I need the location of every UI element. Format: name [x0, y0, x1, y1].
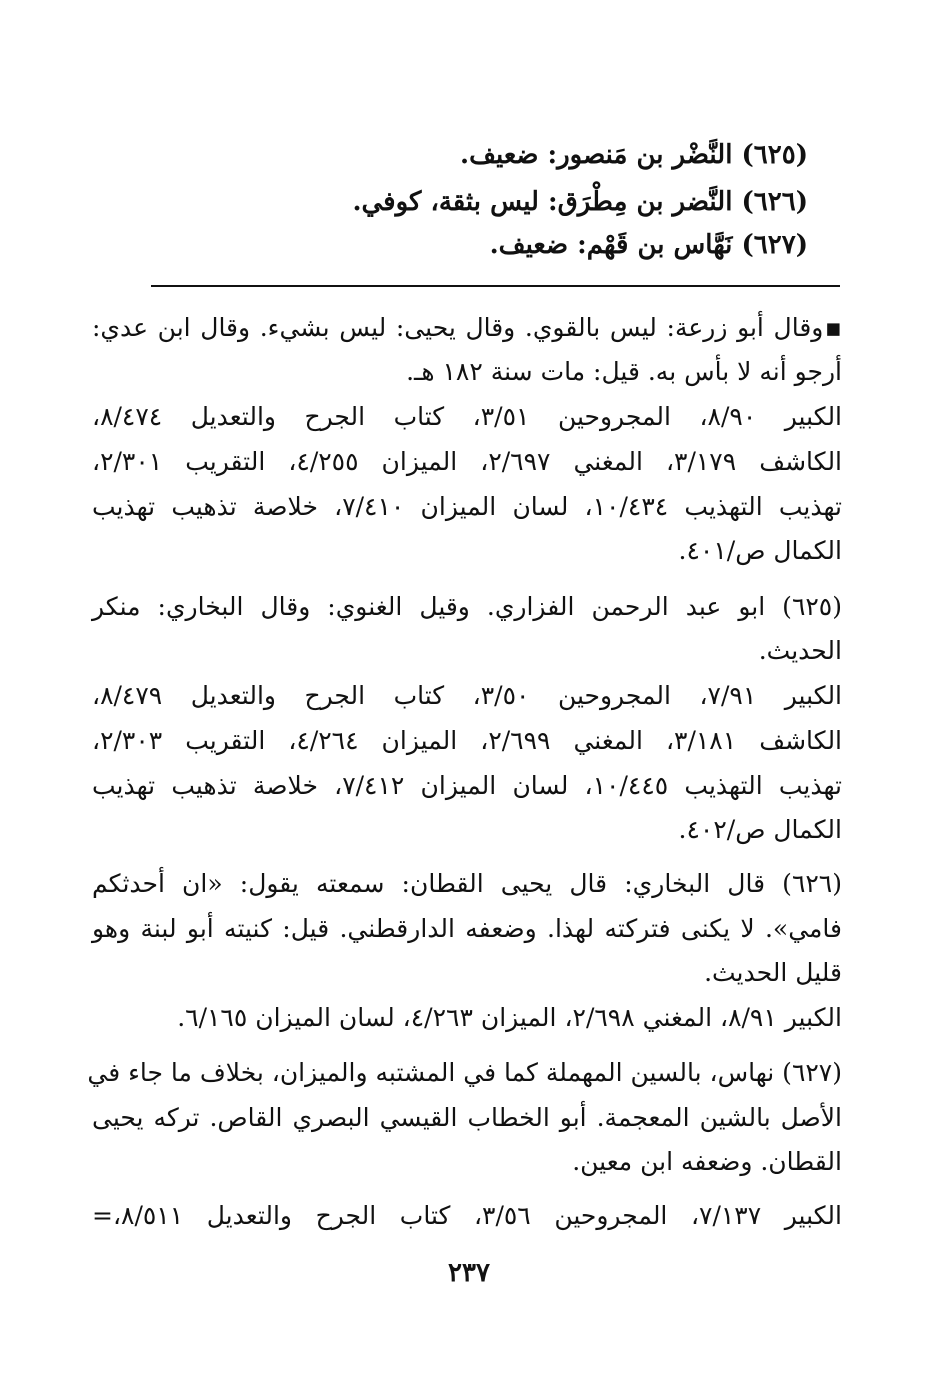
- references-625-line: تهذيب التهذيب ١٠/٤٤٥، لسان الميزان ٧/٤١٢، خلاصة تذهيب تهذيب: [92, 771, 842, 800]
- references-line: تهذيب التهذيب ١٠/٤٣٤، لسان الميزان ٧/٤١٠، خلاصة تذهيب تهذيب: [92, 492, 842, 521]
- footnote-626-line: فامي». لا يكنى فتركته لهذا. وضعفه الدارقطني. قيل: كنيته أبو لبنة وهو: [92, 914, 842, 943]
- footnote-625-line: (٦٢٥) ابو عبد الرحمن الفزاري. وقيل الغنوي: وقال البخاري: منكر: [92, 592, 842, 621]
- references-line: الكبير ٨/٩٠، المجروحين ٣/٥١، كتاب الجرح والتعديل ٨/٤٧٤،: [92, 402, 843, 431]
- footnote-627-line: الأصل بالشين المعجمة. أبو الخطاب القيسي البصري القاص. تركه يحيى: [92, 1103, 842, 1132]
- footnote-continued-line: ▪وقال أبو زرعة: ليس بالقوي. وقال يحيى: ليس بشيء. وقال ابن عدي:: [92, 313, 842, 342]
- references-626-line: الكبير ٨/٩١، المغني ٢/٦٩٨، الميزان ٤/٢٦٣، لسان الميزان ٦/١٦٥.: [177, 1003, 842, 1032]
- references-line: الكاشف ٣/١٧٩، المغني ٢/٦٩٧، الميزان ٤/٢٥٥، التقريب ٢/٣٠١،: [92, 447, 843, 476]
- entry-625: (٦٢٥) النَّضْر بن مَنصور: ضعيف.: [460, 140, 808, 170]
- entry-626: (٦٢٦) النَّضر بن مِطْرَق: ليس بثقة، كوفي.: [352, 187, 808, 217]
- references-627-line: الكبير ٧/١٣٧، المجروحين ٣/٥٦، كتاب الجرح والتعديل ٨/٥١١،=: [92, 1201, 842, 1230]
- footnote-625-line: الحديث.: [758, 636, 842, 665]
- footnote-divider: [151, 285, 840, 287]
- footnote-626-line: (٦٢٦) قال البخاري: قال يحيى القطان: سمعته يقول: «ان أحدثكم: [92, 869, 842, 898]
- footnote-626-line: قليل الحديث.: [704, 958, 842, 987]
- footnote-627-line: (٦٢٧) نهاس، بالسين المهملة كما في المشتبه والميزان، بخلاف ما جاء في: [87, 1058, 842, 1087]
- page-number: ٢٣٧: [448, 1258, 490, 1288]
- references-line: الكمال ص/٤٠١.: [678, 536, 842, 565]
- references-625-line: الكبير ٧/٩١، المجروحين ٣/٥٠، كتاب الجرح والتعديل ٨/٤٧٩،: [92, 681, 843, 710]
- references-625-line: الكاشف ٣/١٨١، المغني ٢/٦٩٩، الميزان ٤/٢٦٤، التقريب ٢/٣٠٣،: [92, 726, 843, 755]
- footnote-627-line: القطان. وضعفه ابن معين.: [572, 1147, 842, 1176]
- entry-627: (٦٢٧) نَهَّاس بن قَهْم: ضعيف.: [489, 230, 808, 260]
- references-625-line: الكمال ص/٤٠٢.: [678, 815, 842, 844]
- footnote-continued-line: أرجو أنه لا بأس به. قيل: مات سنة ١٨٢ هـ.: [406, 357, 842, 386]
